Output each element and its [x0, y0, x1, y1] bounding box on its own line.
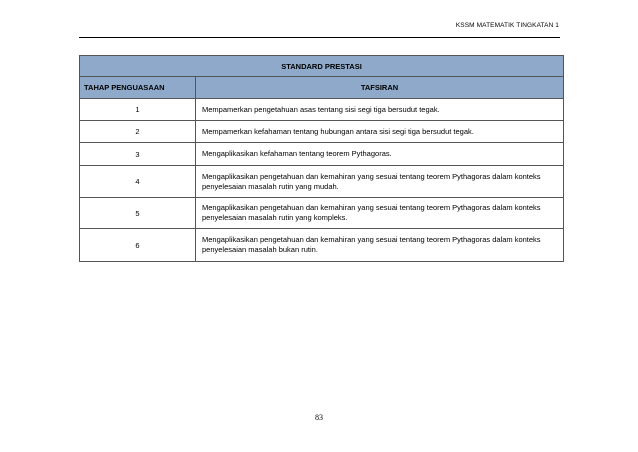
level-cell: 4 — [80, 166, 196, 198]
description-cell: Mengaplikasikan pengetahuan dan kemahiran yang sesuai tentang teorem Pythagoras dalam konteks penyelesaian masalah rutin yang mudah. — [196, 166, 564, 198]
description-cell: Mengaplikasikan pengetahuan dan kemahiran yang sesuai tentang teorem Pythagoras dalam konteks penyelesaian masalah bukan rutin. — [196, 229, 564, 262]
column-header-level: TAHAP PENGUASAAN — [80, 77, 196, 99]
level-cell: 1 — [80, 99, 196, 121]
level-cell: 3 — [80, 143, 196, 166]
header-divider — [79, 37, 560, 38]
table-title-row — [80, 56, 564, 77]
table-row — [80, 166, 564, 198]
column-header-row — [80, 77, 564, 99]
standard-prestasi-table — [79, 55, 564, 262]
level-cell: 5 — [80, 198, 196, 229]
table-row — [80, 99, 564, 121]
table-row — [80, 121, 564, 143]
column-header-description: TAFSIRAN — [196, 77, 564, 99]
description-cell: Mempamerkan kefahaman tentang hubungan antara sisi segi tiga bersudut tegak. — [196, 121, 564, 143]
table-title: STANDARD PRESTASI — [80, 56, 564, 77]
description-cell: Mengaplikasikan kefahaman tentang teorem Pythagoras. — [196, 143, 564, 166]
page-number: 83 — [315, 413, 323, 422]
description-cell: Mempamerkan pengetahuan asas tentang sisi segi tiga bersudut tegak. — [196, 99, 564, 121]
table-row — [80, 229, 564, 262]
running-header: KSSM MATEMATIK TINGKATAN 1 — [455, 22, 559, 29]
level-cell: 2 — [80, 121, 196, 143]
description-cell: Mengaplikasikan pengetahuan dan kemahiran yang sesuai tentang teorem Pythagoras dalam konteks penyelesaian masalah rutin yang kompleks. — [196, 198, 564, 229]
table-row — [80, 143, 564, 166]
table-row — [80, 198, 564, 229]
level-cell: 6 — [80, 229, 196, 262]
